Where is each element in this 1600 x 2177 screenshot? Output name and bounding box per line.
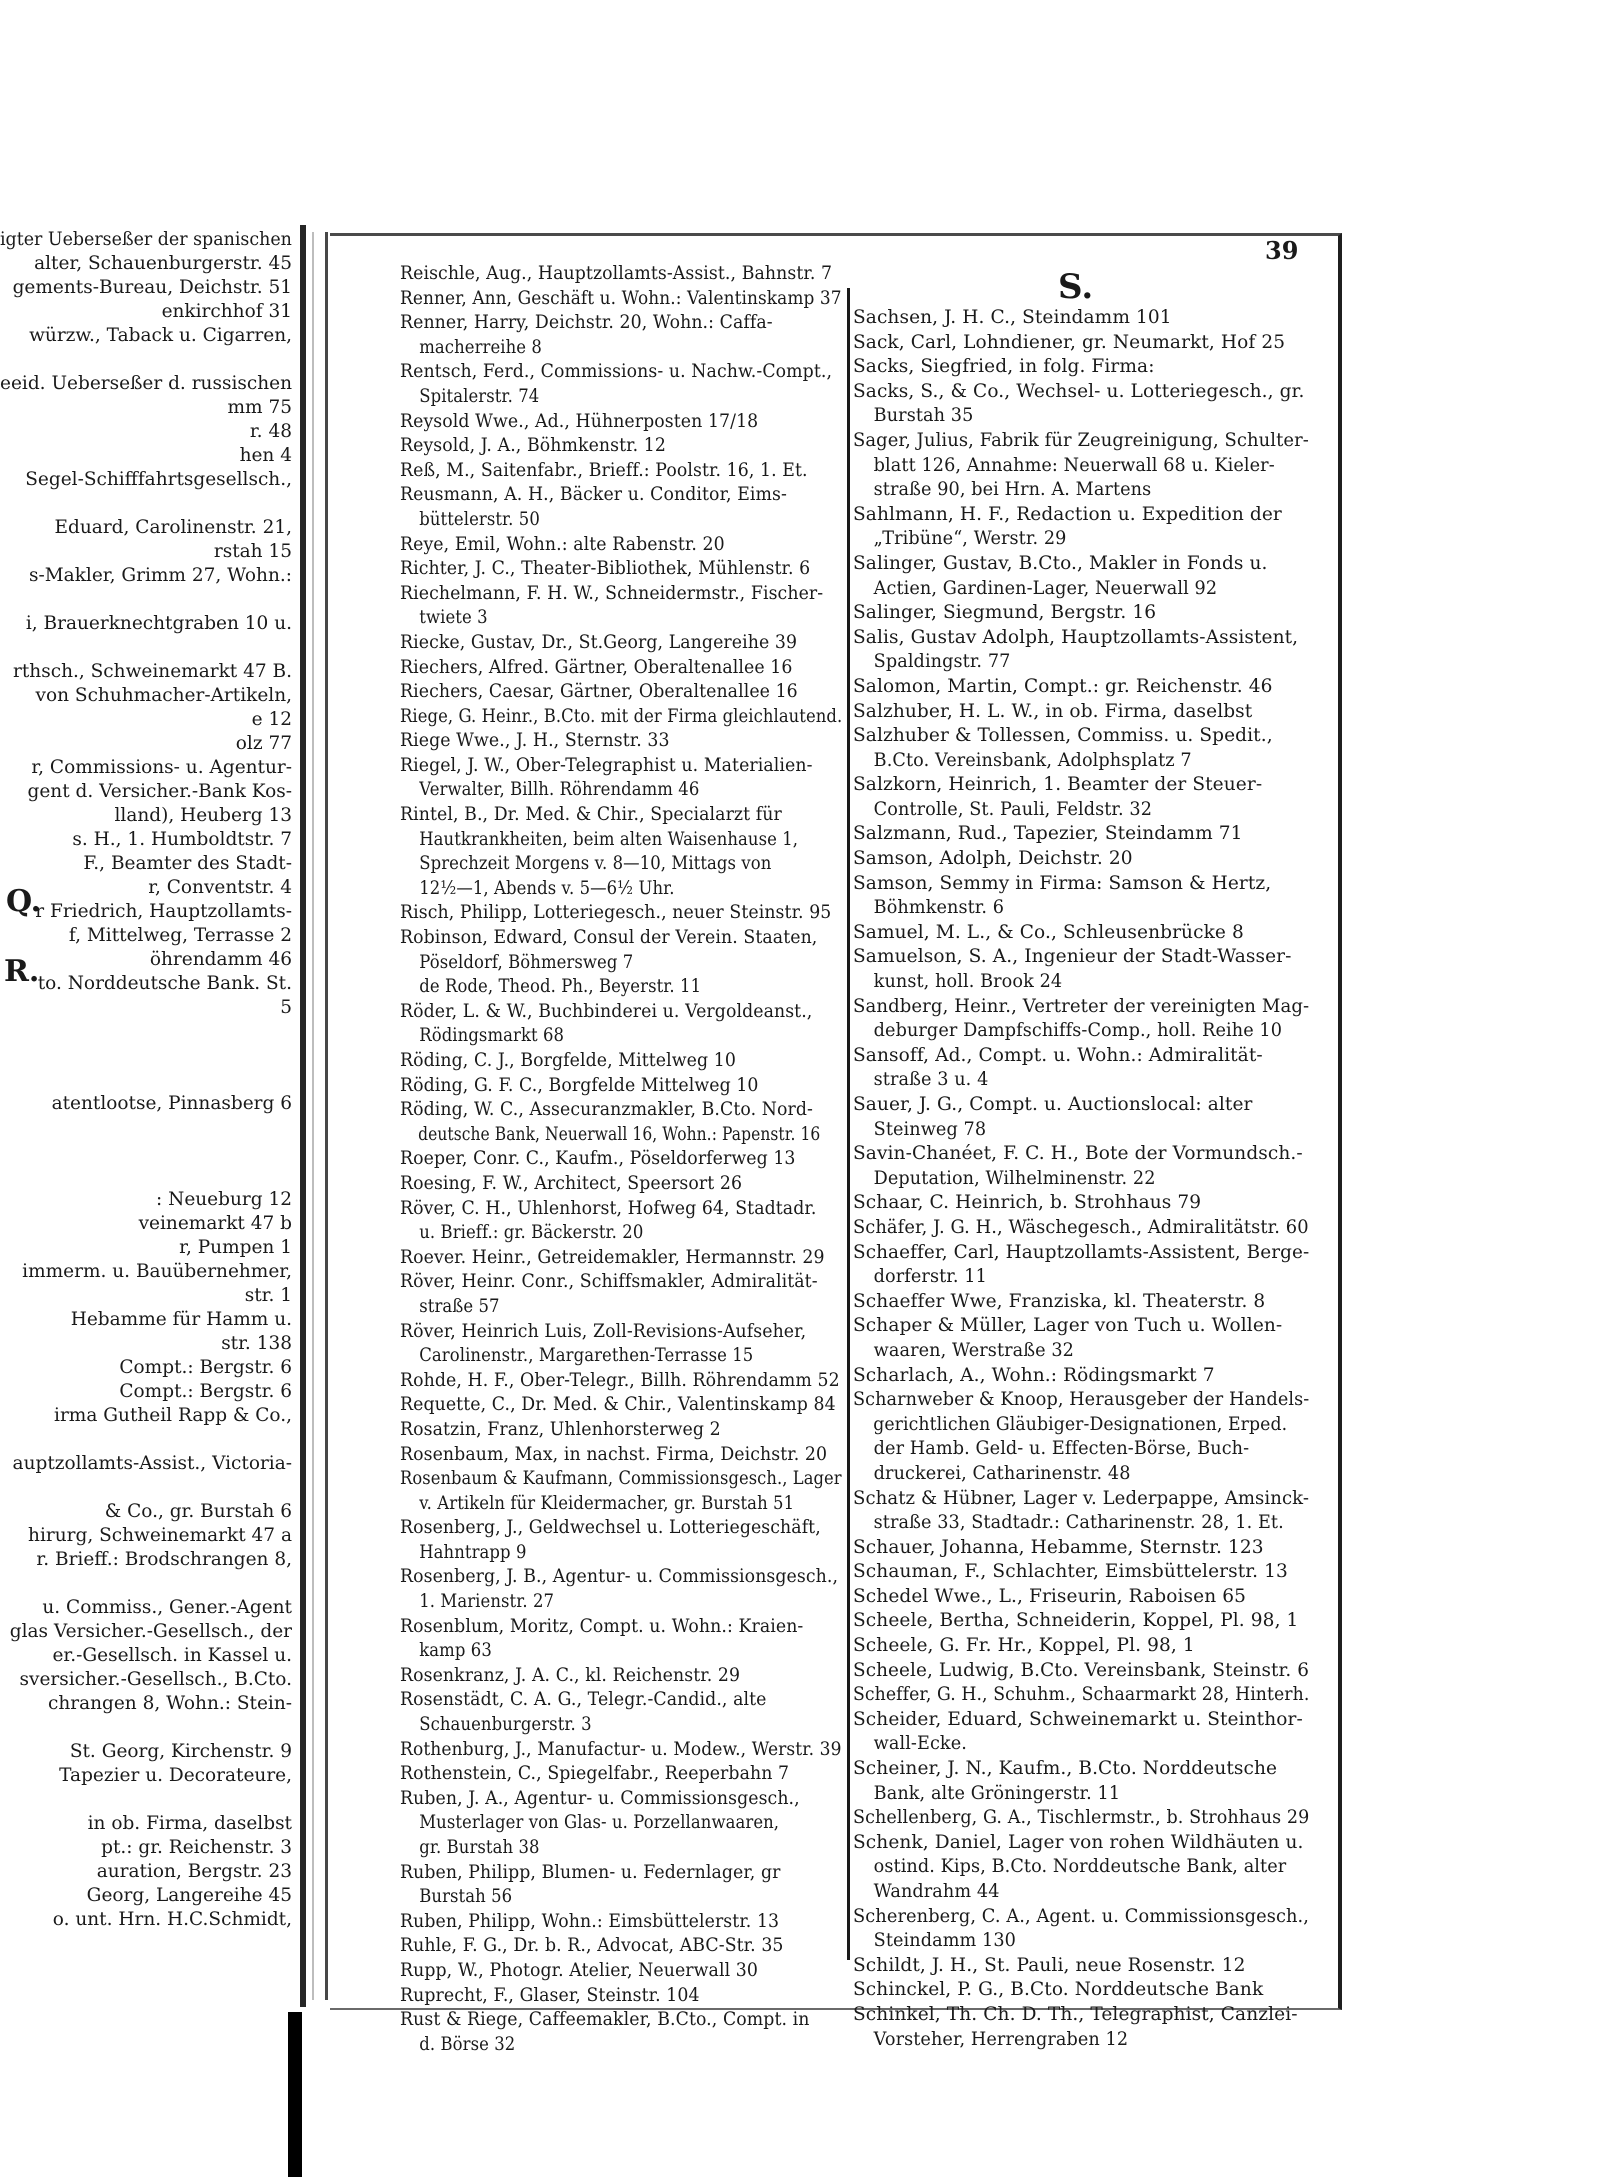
page-edge bbox=[312, 232, 314, 2000]
prev-page-line: hirurg, Schweinemarkt 47 a bbox=[28, 1525, 292, 1546]
directory-entry-line: Renner, Ann, Geschäft u. Wohn.: Valentinskamp 37 bbox=[400, 287, 842, 309]
prev-page-line: auration, Bergstr. 23 bbox=[96, 1861, 292, 1882]
directory-entry-line: Scharlach, A., Wohn.: Rödingsmarkt 7 bbox=[853, 1364, 1215, 1386]
directory-entry-line: Deputation, Wilhelminenstr. 22 bbox=[873, 1167, 1156, 1189]
prev-page-line: Segel-Schifffahrtsgesellsch., bbox=[25, 469, 292, 490]
directory-entry-line: Ruben, Philipp, Blumen- u. Federnlager, gr bbox=[400, 1861, 781, 1883]
directory-entry-line: Röding, C. J., Borgfelde, Mittelweg 10 bbox=[400, 1050, 736, 1071]
directory-entry-line: Burstah 56 bbox=[419, 1886, 513, 1908]
directory-entry-line: Rohde, H. F., Ober-Telegr., Billh. Röhrendamm 52 bbox=[400, 1369, 840, 1391]
prev-page-line: gent d. Versicher.-Bank Kos- bbox=[27, 781, 292, 802]
directory-entry-line: Rosatzin, Franz, Uhlenhorsterweg 2 bbox=[400, 1418, 721, 1440]
directory-entry-line: Ruprecht, F., Glaser, Steinstr. 104 bbox=[400, 1984, 700, 2006]
directory-entry-line: Röver, C. H., Uhlenhorst, Hofweg 64, Stadtadr. bbox=[400, 1197, 817, 1219]
directory-entry-line: waaren, Werstraße 32 bbox=[873, 1339, 1075, 1361]
directory-entry-line: Reysold Wwe., Ad., Hühnerposten 17/18 bbox=[400, 410, 759, 432]
prev-page-line: pt.: gr. Reichenstr. 3 bbox=[101, 1837, 292, 1858]
directory-entry-line: Scharnweber & Knoop, Herausgeber der Handels- bbox=[853, 1389, 1310, 1411]
directory-entry-line: Renner, Harry, Deichstr. 20, Wohn.: Caffa- bbox=[400, 312, 773, 334]
directory-entry-line: straße 33, Stadtadr.: Catharinenstr. 28, 1. Et. bbox=[873, 1512, 1284, 1534]
prev-page-line: 5 bbox=[280, 997, 292, 1018]
directory-entry-line: straße 90, bei Hrn. A. Martens bbox=[873, 479, 1152, 501]
directory-entry-line: Samuelson, S. A., Ingenieur der Stadt-Wasser- bbox=[853, 946, 1292, 968]
directory-entry-line: Schaeffer Wwe, Franziska, kl. Theaterstr. 8 bbox=[853, 1290, 1266, 1312]
directory-entry-line: gr. Burstah 38 bbox=[419, 1837, 540, 1858]
directory-entry-line: Rintel, B., Dr. Med. & Chir., Specialarzt für bbox=[400, 804, 782, 826]
directory-entry-line: wall-Ecke. bbox=[873, 1733, 967, 1755]
directory-entry-line: gerichtlichen Gläubiger-Designationen, Erped. bbox=[873, 1413, 1288, 1435]
directory-entry-line: Schaeffer, Carl, Hauptzollamts-Assistent, Berge- bbox=[853, 1241, 1310, 1263]
directory-entry-line: Sacks, Siegfried, in folg. Firma: bbox=[853, 356, 1155, 378]
directory-entry-line: macherreihe 8 bbox=[419, 336, 542, 358]
prev-page-line: chrangen 8, Wohn.: Stein- bbox=[47, 1693, 292, 1714]
directory-entry-line: Samson, Adolph, Deichstr. 20 bbox=[853, 848, 1133, 870]
prev-page-line: Georg, Langereihe 45 bbox=[86, 1885, 292, 1906]
directory-entry-line: Rosenblum, Moritz, Compt. u. Wohn.: Kraien- bbox=[400, 1615, 804, 1637]
directory-entry-line: Steindamm 130 bbox=[873, 1930, 1017, 1952]
directory-entry-line: Sahlmann, H. F., Redaction u. Expedition der bbox=[853, 503, 1282, 525]
directory-entry-line: Rothenburg, J., Manufactur- u. Modew., Werstr. 39 bbox=[400, 1738, 842, 1760]
directory-entry-line: Scheele, G. Fr. Hr., Koppel, Pl. 98, 1 bbox=[853, 1635, 1195, 1657]
directory-entry-line: kunst, holl. Brook 24 bbox=[873, 971, 1063, 993]
directory-entry-line: Salomon, Martin, Compt.: gr. Reichenstr. 46 bbox=[853, 675, 1273, 697]
prev-page-line: rstah 15 bbox=[213, 541, 292, 562]
prev-page-line: s. H., 1. Humboldtstr. 7 bbox=[72, 829, 292, 850]
directory-entry-line: Rust & Riege, Caffeemakler, B.Cto., Compt. in bbox=[400, 2009, 810, 2031]
directory-entry-line: Reischle, Aug., Hauptzollamts-Assist., Bahnstr. 7 bbox=[400, 263, 833, 284]
prev-page-line: str. 138 bbox=[221, 1333, 292, 1354]
directory-entry-line: Rentsch, Ferd., Commissions- u. Nachw.-Compt., bbox=[400, 361, 833, 383]
page-number: 39 bbox=[1265, 236, 1299, 265]
directory-entry-line: Röder, L. & W., Buchbinderei u. Vergoldeanst., bbox=[400, 1000, 813, 1022]
prev-page-line: öhrendamm 46 bbox=[149, 949, 292, 970]
prev-page-line: gements-Bureau, Deichstr. 51 bbox=[12, 277, 292, 298]
directory-entry-line: Scheider, Eduard, Schweinemarkt u. Steinthor- bbox=[853, 1708, 1303, 1730]
directory-entry-line: Rothenstein, C., Spiegelfabr., Reeperbahn 7 bbox=[400, 1763, 790, 1785]
directory-entry-line: Robinson, Edward, Consul der Verein. Staaten, bbox=[400, 927, 818, 949]
prev-page-line: to. Norddeutsche Bank. St. bbox=[37, 973, 292, 994]
directory-entry-line: Vorsteher, Herrengraben 12 bbox=[873, 2028, 1129, 2050]
directory-entry-line: Schauer, Johanna, Hebamme, Sternstr. 123 bbox=[853, 1536, 1264, 1558]
prev-page-line: glas Versicher.-Gesellsch., der bbox=[9, 1621, 292, 1642]
directory-entry-line: B.Cto. Vereinsbank, Adolphsplatz 7 bbox=[873, 749, 1192, 771]
prev-page-line: e 12 bbox=[251, 709, 292, 730]
directory-entry-line: u. Brieff.: gr. Bäckerstr. 20 bbox=[419, 1222, 644, 1244]
directory-entry-line: 12½—1, Abends v. 5—6½ Uhr. bbox=[419, 877, 675, 899]
prev-page-line: St. Georg, Kirchenstr. 9 bbox=[69, 1741, 292, 1762]
directory-entry-line: Wandrahm 44 bbox=[873, 1881, 1000, 1902]
directory-entry-line: Riege Wwe., J. H., Sternstr. 33 bbox=[400, 730, 670, 752]
prev-page-line: immerm. u. Bauübernehmer, bbox=[22, 1261, 292, 1282]
directory-entry-line: de Rode, Theod. Ph., Beyerstr. 11 bbox=[419, 976, 702, 998]
directory-entry-line: Ruben, Philipp, Wohn.: Eimsbüttelerstr. 13 bbox=[400, 1910, 780, 1932]
directory-entry-line: Riecke, Gustav, Dr., St.Georg, Langereihe 39 bbox=[400, 631, 798, 653]
directory-entry-line: Schenk, Daniel, Lager von rohen Wildhäuten u. bbox=[853, 1831, 1304, 1853]
directory-entry-line: Salinger, Siegmund, Bergstr. 16 bbox=[853, 602, 1157, 624]
prev-page-section-letter: Q. bbox=[6, 884, 42, 919]
directory-entry-line: Pöseldorf, Böhmersweg 7 bbox=[419, 951, 634, 973]
directory-entry-line: büttelerstr. 50 bbox=[419, 508, 540, 530]
prev-page-line: f, Mittelweg, Terrasse 2 bbox=[68, 925, 292, 946]
directory-entry-line: Reusmann, A. H., Bäcker u. Conditor, Eims- bbox=[400, 484, 787, 506]
directory-entry-line: Schaper & Müller, Lager von Tuch u. Wollen- bbox=[853, 1315, 1283, 1337]
directory-entry-line: Rosenstädt, C. A. G., Telegr.-Candid., alte bbox=[400, 1689, 767, 1711]
directory-entry-line: blatt 126, Annahme: Neuerwall 68 u. Kieler- bbox=[873, 454, 1275, 476]
prev-page-line: s-Makler, Grimm 27, Wohn.: bbox=[28, 565, 292, 586]
directory-entry-line: Schauenburgerstr. 3 bbox=[419, 1714, 592, 1736]
directory-entry-line: Scheele, Ludwig, B.Cto. Vereinsbank, Steinstr. 6 bbox=[853, 1659, 1310, 1681]
directory-entry-line: Röver, Heinrich Luis, Zoll-Revisions-Aufseher, bbox=[400, 1320, 807, 1342]
directory-entry-line: Scheele, Bertha, Schneiderin, Koppel, Pl. 98, 1 bbox=[853, 1610, 1299, 1632]
directory-entry-line: Reß, M., Saitenfabr., Brieff.: Poolstr. 16, 1. Et. bbox=[400, 459, 808, 481]
prev-page-line: würzw., Taback u. Cigarren, bbox=[29, 325, 292, 346]
directory-entry-line: Hautkrankheiten, beim alten Waisenhause 1, bbox=[419, 828, 799, 850]
directory-entry-line: Schedel Wwe., L., Friseurin, Raboisen 65 bbox=[853, 1585, 1247, 1607]
directory-entry-line: Sprechzeit Morgens v. 8—10, Mittags von bbox=[419, 853, 772, 875]
directory-entry-line: Bank, alte Gröningerstr. 11 bbox=[873, 1782, 1121, 1804]
directory-entry-line: Schildt, J. H., St. Pauli, neue Rosenstr. 12 bbox=[853, 1954, 1246, 1976]
directory-entry-line: Röding, G. F. C., Borgfelde Mittelweg 10 bbox=[400, 1074, 759, 1096]
directory-entry-line: v. Artikeln für Kleidermacher, gr. Burstah 51 bbox=[419, 1492, 795, 1514]
directory-entry-line: Sager, Julius, Fabrik für Zeugreinigung, Schulter- bbox=[853, 429, 1309, 451]
directory-entry-line: deutsche Bank, Neuerwall 16, Wohn.: Papenstr. 16 bbox=[418, 1123, 821, 1145]
directory-entry-line: Rosenberg, J., Geldwechsel u. Lotteriegeschäft, bbox=[400, 1517, 821, 1539]
directory-entry-line: Actien, Gardinen-Lager, Neuerwall 92 bbox=[873, 577, 1218, 599]
directory-entry-line: Sandberg, Heinr., Vertreter der vereinigten Mag- bbox=[853, 995, 1310, 1017]
directory-entry-line: Riegel, J. W., Ober-Telegraphist u. Materialien- bbox=[400, 754, 813, 776]
directory-entry-line: Risch, Philipp, Lotteriegesch., neuer Steinstr. 95 bbox=[400, 902, 832, 924]
directory-entry-line: Roesing, F. W., Architect, Speersort 26 bbox=[400, 1172, 743, 1194]
directory-entry-line: Schaar, C. Heinrich, b. Strohhaus 79 bbox=[853, 1192, 1202, 1214]
directory-entry-line: Schinckel, P. G., B.Cto. Norddeutsche Bank bbox=[853, 1979, 1264, 2001]
prev-page-line: str. 1 bbox=[244, 1285, 292, 1306]
previous-page-fragment bbox=[0, 228, 300, 1988]
book-spine bbox=[288, 2012, 302, 2177]
directory-entry-line: Riege, G. Heinr., B.Cto. mit der Firma gleichlautend. bbox=[400, 705, 843, 727]
directory-entry-line: der Hamb. Geld- u. Effecten-Börse, Buch- bbox=[873, 1438, 1250, 1460]
prev-page-line: rthsch., Schweinemarkt 47 B. bbox=[13, 661, 292, 682]
directory-entry-line: Scherenberg, C. A., Agent. u. Commissionsgesch., bbox=[853, 1905, 1310, 1927]
directory-entry-line: druckerei, Catharinenstr. 48 bbox=[873, 1462, 1131, 1484]
directory-entry-line: Rosenbaum & Kaufmann, Commissionsgesch., Lager bbox=[400, 1468, 842, 1490]
directory-entry-line: Roeper, Conr. C., Kaufm., Pöseldorferweg 13 bbox=[400, 1148, 796, 1170]
prev-page-line: von Schuhmacher-Artikeln, bbox=[35, 685, 292, 706]
directory-entry-line: Carolinenstr., Margarethen-Terrasse 15 bbox=[419, 1345, 754, 1367]
prev-page-line: mm 75 bbox=[227, 397, 292, 418]
directory-entry-line: Schauman, F., Schlachter, Eimsbüttelerstr. 13 bbox=[853, 1561, 1288, 1583]
prev-page-line: enkirchhof 31 bbox=[161, 301, 292, 322]
directory-entry-line: Verwalter, Billh. Röhrendamm 46 bbox=[419, 779, 700, 801]
directory-entry-line: Samuel, M. L., & Co., Schleusenbrücke 8 bbox=[853, 921, 1244, 943]
directory-entry-line: dorferstr. 11 bbox=[873, 1266, 987, 1288]
directory-entry-line: Salzkorn, Heinrich, 1. Beamter der Steuer- bbox=[853, 774, 1263, 796]
prev-page-line: Compt.: Bergstr. 6 bbox=[119, 1381, 292, 1402]
prev-page-line: r, Conventstr. 4 bbox=[148, 877, 292, 898]
directory-entry-line: d. Börse 32 bbox=[419, 2033, 516, 2055]
directory-entry-line: Salzhuber & Tollessen, Commiss. u. Spedit., bbox=[853, 725, 1273, 747]
prev-page-line: lland), Heuberg 13 bbox=[114, 805, 292, 826]
prev-page-line: eeid. Ueberseßer d. russischen bbox=[0, 373, 292, 394]
directory-entry-line: Musterlager von Glas- u. Porzellanwaaren, bbox=[419, 1812, 780, 1834]
prev-page-line: hen 4 bbox=[239, 445, 292, 466]
prev-page-line: veinemarkt 47 b bbox=[138, 1213, 292, 1234]
directory-entry-line: Sachsen, J. H. C., Steindamm 101 bbox=[853, 307, 1172, 328]
directory-entry-line: Rupp, W., Photogr. Atelier, Neuerwall 30 bbox=[400, 1959, 758, 1981]
prev-page-line: Tapezier u. Decorateure, bbox=[59, 1765, 292, 1786]
directory-entry-line: Rödingsmarkt 68 bbox=[419, 1025, 565, 1047]
prev-page-line: & Co., gr. Burstah 6 bbox=[104, 1501, 292, 1522]
directory-entry-line: Reysold, J. A., Böhmkenstr. 12 bbox=[400, 435, 666, 457]
directory-entry-line: 1. Marienstr. 27 bbox=[419, 1591, 555, 1613]
section-letter: S. bbox=[1058, 267, 1094, 307]
directory-entry-line: Schäfer, J. G. H., Wäschegesch., Admiralitätstr. 60 bbox=[853, 1216, 1309, 1238]
directory-entry-line: Roever. Heinr., Getreidemakler, Hermannstr. 29 bbox=[400, 1246, 825, 1268]
prev-page-line: er.-Gesellsch. in Kassel u. bbox=[52, 1645, 292, 1666]
directory-entry-line: Riechers, Alfred. Gärtner, Oberaltenallee 16 bbox=[400, 656, 793, 678]
prev-page-line: alter, Schauenburgerstr. 45 bbox=[34, 253, 292, 274]
directory-entry-line: Röding, W. C., Assecuranzmakler, B.Cto. Nord- bbox=[400, 1099, 813, 1121]
directory-entry-line: Salzhuber, H. L. W., in ob. Firma, daselbst bbox=[853, 700, 1253, 722]
directory-entry-line: Ruhle, F. G., Dr. b. R., Advocat, ABC-Str. 35 bbox=[400, 1935, 784, 1957]
directory-entry-line: straße 57 bbox=[419, 1295, 500, 1317]
book-gutter bbox=[300, 225, 306, 2007]
directory-entry-line: kamp 63 bbox=[419, 1640, 492, 1662]
directory-entry-line: Samson, Semmy in Firma: Samson & Hertz, bbox=[853, 872, 1272, 894]
directory-entry-line: Sansoff, Ad., Compt. u. Wohn.: Admiralität- bbox=[853, 1044, 1263, 1066]
directory-entry-line: Richter, J. C., Theater-Bibliothek, Mühlenstr. 6 bbox=[400, 558, 811, 580]
prev-page-line: r, Commissions- u. Agentur- bbox=[31, 757, 292, 778]
prev-page-line: olz 77 bbox=[235, 733, 292, 754]
prev-page-line: : Neueburg 12 bbox=[156, 1189, 292, 1210]
directory-entry-line: Schatz & Hübner, Lager v. Lederpappe, Amsinck- bbox=[853, 1487, 1310, 1509]
directory-entry-line: Salinger, Gustav, B.Cto., Makler in Fonds u. bbox=[853, 552, 1268, 574]
prev-page-line: in ob. Firma, daselbst bbox=[87, 1813, 292, 1834]
directory-entry-line: Hahntrapp 9 bbox=[419, 1541, 527, 1563]
directory-entry-line: Schellenberg, G. A., Tischlermstr., b. Strohhaus 29 bbox=[853, 1807, 1310, 1829]
prev-page-line: r. Brieff.: Brodschrangen 8, bbox=[36, 1549, 292, 1570]
directory-entry-line: Rosenkranz, J. A. C., kl. Reichenstr. 29 bbox=[400, 1664, 741, 1686]
directory-entry-line: Salzmann, Rud., Tapezier, Steindamm 71 bbox=[853, 823, 1243, 845]
prev-page-line: auptzollamts-Assist., Victoria- bbox=[12, 1453, 292, 1474]
prev-page-line: r. 48 bbox=[249, 421, 292, 442]
prev-page-line: Eduard, Carolinenstr. 21, bbox=[54, 517, 292, 538]
prev-page-line: r, Pumpen 1 bbox=[179, 1237, 292, 1258]
directory-entry-line: Schinkel, Th. Ch. D. Th., Telegraphist, Canzlei- bbox=[853, 2003, 1298, 2025]
directory-entry-line: twiete 3 bbox=[419, 607, 488, 629]
prev-page-line: Hebamme für Hamm u. bbox=[70, 1309, 292, 1330]
directory-entry-line: Röver, Heinr. Conr., Schiffsmakler, Admiralität- bbox=[400, 1271, 818, 1293]
page-edge bbox=[325, 232, 328, 2000]
directory-entry-line: Requette, C., Dr. Med. & Chir., Valentinskamp 84 bbox=[400, 1394, 836, 1416]
prev-page-line: u. Commiss., Gener.-Agent bbox=[42, 1597, 292, 1618]
directory-entry-line: Rosenberg, J. B., Agentur- u. Commissionsgesch., bbox=[400, 1566, 839, 1588]
directory-entry-line: Riechers, Caesar, Gärtner, Oberaltenallee 16 bbox=[400, 681, 798, 703]
directory-entry-line: Ruben, J. A., Agentur- u. Commissionsgesch., bbox=[400, 1787, 800, 1809]
prev-page-line: sversicher.-Gesellsch., B.Cto. bbox=[19, 1669, 292, 1690]
right-column bbox=[853, 306, 1315, 2052]
prev-page-line: i, Brauerknechtgraben 10 u. bbox=[25, 613, 292, 634]
directory-entry-line: Spaldingstr. 77 bbox=[873, 651, 1011, 673]
directory-entry-line: Sack, Carl, Lohndiener, gr. Neumarkt, Hof 25 bbox=[853, 331, 1286, 353]
directory-entry-line: Scheffer, G. H., Schuhm., Schaarmarkt 28, Hinterh. bbox=[853, 1684, 1310, 1706]
directory-entry-line: Sacks, S., & Co., Wechsel- u. Lotteriegesch., gr. bbox=[853, 380, 1305, 402]
directory-entry-line: Reye, Emil, Wohn.: alte Rabenstr. 20 bbox=[400, 533, 725, 555]
directory-entry-line: Böhmkenstr. 6 bbox=[873, 897, 1005, 919]
directory-entry-line: Spitalerstr. 74 bbox=[419, 385, 540, 407]
prev-page-line: Compt.: Bergstr. 6 bbox=[119, 1357, 292, 1378]
prev-page-line: r Friedrich, Hauptzollamts- bbox=[35, 901, 292, 922]
prev-page-line: atentlootse, Pinnasberg 6 bbox=[51, 1093, 292, 1114]
directory-entry-line: Riechelmann, F. H. W., Schneidermstr., Fischer- bbox=[400, 582, 824, 604]
directory-entry-line: deburger Dampfschiffs-Comp., holl. Reihe 10 bbox=[873, 1020, 1283, 1042]
prev-page-line: F., Beamter des Stadt- bbox=[83, 853, 292, 874]
directory-entry-line: Scheiner, J. N., Kaufm., B.Cto. Norddeutsche bbox=[853, 1758, 1278, 1780]
directory-entry-line: ostind. Kips, B.Cto. Norddeutsche Bank, alter bbox=[873, 1856, 1287, 1878]
prev-page-line: irma Gutheil Rapp & Co., bbox=[54, 1405, 292, 1426]
directory-entry-line: straße 3 u. 4 bbox=[873, 1069, 989, 1091]
left-column bbox=[400, 262, 880, 2057]
prev-page-section-letter: R. bbox=[4, 954, 40, 989]
directory-entry-line: Sauer, J. G., Compt. u. Auctionslocal: alter bbox=[853, 1094, 1253, 1115]
directory-entry-line: Steinweg 78 bbox=[873, 1118, 987, 1140]
directory-entry-line: Burstah 35 bbox=[873, 405, 974, 427]
directory-entry-line: „Tribüne“, Werstr. 29 bbox=[873, 528, 1067, 550]
directory-entry-line: Savin-Chanéet, F. C. H., Bote der Vormundsch.- bbox=[853, 1143, 1303, 1165]
directory-entry-line: Controlle, St. Pauli, Feldstr. 32 bbox=[873, 798, 1153, 820]
directory-entry-line: Rosenbaum, Max, in nachst. Firma, Deichstr. 20 bbox=[400, 1443, 828, 1465]
prev-page-line: o. unt. Hrn. H.C.Schmidt, bbox=[52, 1909, 292, 1930]
directory-entry-line: Salis, Gustav Adolph, Hauptzollamts-Assistent, bbox=[853, 626, 1299, 648]
prev-page-line: igter Ueberseßer der spanischen bbox=[0, 229, 292, 250]
